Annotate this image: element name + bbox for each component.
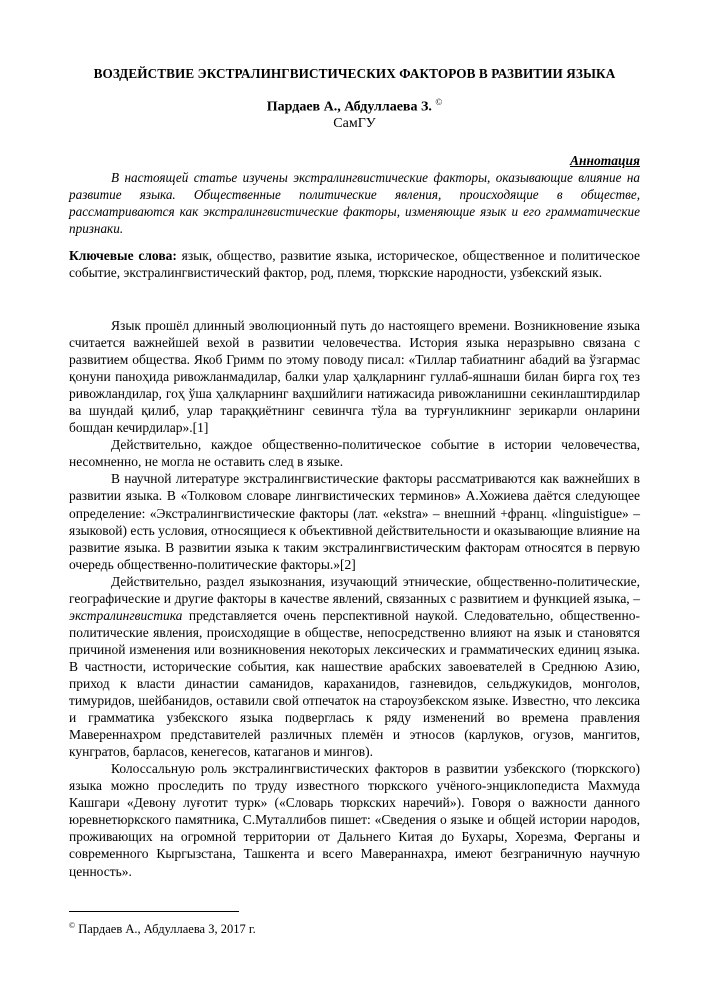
footnote [69,921,256,937]
paragraph-5: Колоссальную роль экстралингвистических факторов в развитии узбекского (тюркского) языка можно проследить по труду известного тюркского учёного-энциклопедиста Махмуда Кашгари «Девону луғотит турк» («Словарь тюркских наречий»). Говоря о важности данного юревнетюркского памятника, С.Муталлибов пишет: «Сведения о языке и общей истории народов, проживающих на огромной территории от Дальнего Китая до Бухары, Хорезма, Ферганы и современного Кыргызстана, Ташкента и всего Мавераннахра, имеют безграничную научную ценность». [69,761,640,879]
article-body [69,317,640,880]
abstract-text: В настоящей статье изучены экстралингвистические факторы, оказывающие влияние на развитие языка. Общественные политические явления, происходящие в обществе, рассматриваются как экстралингвистические факторы, изменяющие язык и его грамматические признаки. [69,170,640,236]
article-title: ВОЗДЕЙСТВИЕ ЭКСТРАЛИНГВИСТИЧЕСКИХ ФАКТОРОВ В РАЗВИТИИ ЯЗЫКА [93,66,616,81]
paragraph-3: В научной литературе экстралингвистические факторы рассматриваются как важнейших в развитии языка. В «Толковом словаре лингвистических терминов» А.Хожиева даётся следующее определение: «Экстралингвистические факторы (лат. «ekstra» – внешний +франц. «linguistigue» – языковой) есть условия, относящиеся к объективной действительности и оказывающие влияние на развитие языка. В развитии языка к таким экстралингвистическим факторам относятся в первую очередь общественно-политические факторы.»[2] [69,471,640,572]
paragraph-4-emphasis: экстралингвистика [69,607,183,623]
author-names: Пардаев А., Абдуллаева З. [266,99,432,115]
footnote-mark: © [69,921,76,930]
keywords-block [69,247,640,282]
paragraph-1: Язык прошёл длинный эволюционный путь до настоящего времени. Возникновение языка считается важнейшей вехой в развитии человечества. История языка неразрывно связана с развитием общества. Якоб Гримм по этому поводу писал: «Тиллар табиатнинг абадий ва ўзгармас қонуни паноҳида ривожланмадилар, балки улар ҳалқларнинг гуллаб-яшнаши билан бирга гоҳ тез ривожландилар, гоҳ ўша ҳалқларнинг ваҳшийлиги натижасида ривожланишни секинлаштирдилар ва шундай қилиб, улар тараққиётнинг севинчга тўла ва турғунликнинг зерикарли онларини бошдан кечирдилар».[1] [69,318,640,436]
keywords-label: Ключевые слова: [69,248,177,263]
keywords-text: язык, общество, развитие языка, историческое, общественное и политическое событие, экстралингвистический фактор, род, племя, тюркские народности, узбекский язык. [69,248,641,281]
copyright-mark: © [435,97,443,107]
footnote-text: Пардаев А., Абдуллаева З, 2017 г. [75,922,256,937]
affiliation: СамГУ [333,116,376,131]
paragraph-4-part-b: представляется очень перспективной наукой. Следовательно, общественно-политические явления, происходящие в обществе, непосредственно влияют на язык и становятся причиной изменения или возникновения некоторых лексических и грамматических единиц языка. В частности, исторические события, как нашествие арабских завоевателей в Среднюю Азию, приход к власти династии саманидов, караханидов, газневидов, сельджукидов, монголов, тимуридов, шейбанидов, оставили свой отпечаток на староузбекском языке. Известно, что лексика и грамматика узбекского языка подверглась к ряду изменений во времена правления Мавереннахром представителей различных племён и этносов (карлуков, огузов, мангитов, кунгратов, барласов, кенегесов, катаганов и мингов). [69,607,640,760]
abstract-heading: Аннотация [570,153,640,168]
authors-line [50,97,659,116]
paragraph-4-part-a: Действительно, раздел языкознания, изучающий этнические, общественно-политические, географические и другие факторы в качестве явлений, связанных с развитием и функцией языка, – [69,573,640,606]
paragraph-4 [69,573,640,761]
paragraph-2: Действительно, каждое общественно-политическое событие в истории человечества, несомненно, не могла не оставить след в языке. [69,437,640,470]
footnote-divider [69,911,239,912]
